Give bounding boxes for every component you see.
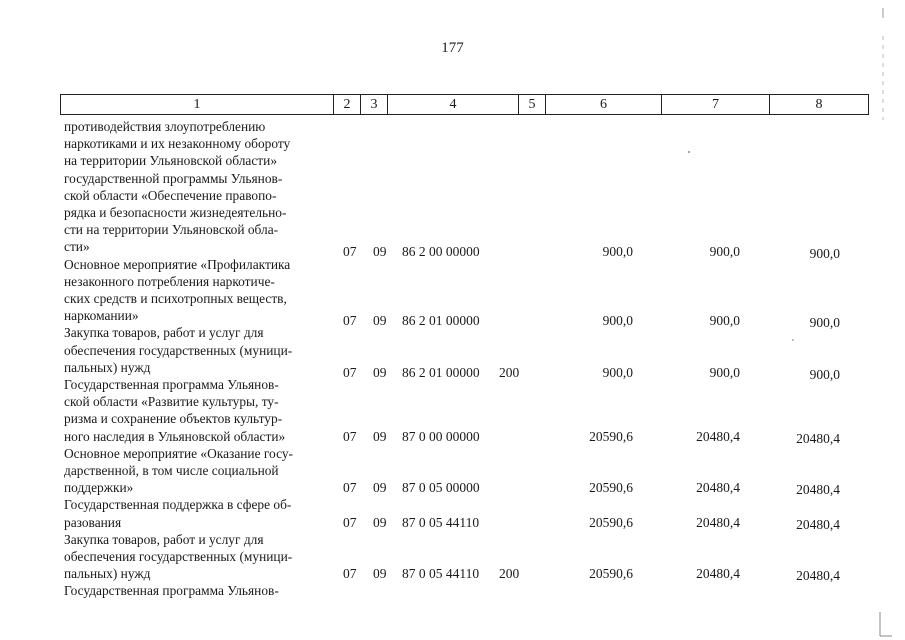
row-csr: 87 0 05 44110 [402, 514, 480, 530]
row-description: Закупка товаров, работ и услуг для обеспечения государственных (муници- пальных) нужд [64, 325, 293, 375]
col-header-2: 2 [334, 95, 361, 115]
col-header-5: 5 [519, 95, 546, 115]
row-rz: 07 [343, 566, 357, 582]
row-value-2024: 900,0 [709, 244, 740, 260]
col-header-4: 4 [388, 95, 519, 115]
row-value-2025: 20480,4 [796, 568, 840, 584]
row-value-2025: 900,0 [809, 246, 840, 262]
row-pr: 09 [373, 428, 387, 444]
row-rz: 07 [343, 514, 357, 530]
col-header-8: 8 [770, 95, 869, 115]
row-value-2025: 20480,4 [796, 516, 840, 532]
row-value-2024: 900,0 [709, 364, 740, 380]
row-value-2023: 20590,6 [589, 428, 633, 444]
table-row [64, 445, 854, 497]
row-csr: 87 0 00 00000 [402, 428, 480, 444]
table-row [64, 376, 854, 445]
row-value-2023: 900,0 [602, 244, 633, 260]
table-row [64, 256, 854, 331]
table-row [64, 324, 854, 382]
row-rz: 07 [343, 480, 357, 496]
table-header [60, 94, 869, 115]
row-rz: 07 [343, 364, 357, 380]
row-value-2025: 20480,4 [796, 482, 840, 498]
row-value-2023: 20590,6 [589, 566, 633, 582]
row-value-2025: 20480,4 [796, 430, 840, 446]
row-value-2024: 20480,4 [696, 428, 740, 444]
row-value-2024: 20480,4 [696, 566, 740, 582]
row-pr: 09 [373, 244, 387, 260]
row-description: Основное мероприятие «Оказание госу- дарственной, в том числе социальной поддержки» [64, 445, 293, 496]
row-pr: 09 [373, 566, 387, 582]
row-description: Закупка товаров, работ и услуг для обеспечения государственных (муници- пальных) нужд [64, 531, 293, 582]
row-description: Государственная поддержка в сфере об- разования [64, 497, 292, 530]
row-csr: 87 0 05 44110 [402, 566, 480, 582]
row-value-2024: 900,0 [709, 313, 740, 329]
col-header-1: 1 [61, 95, 334, 115]
row-value-2023: 900,0 [602, 364, 633, 380]
row-description: Государственная программа Ульянов- ской области «Развитие культуры, ту- ризма и сохранение объектов культур- ного наследия в Ульяновской области» [64, 377, 286, 444]
row-csr: 86 2 00 00000 [402, 244, 480, 260]
col-header-3: 3 [361, 95, 388, 115]
row-vr: 200 [499, 364, 520, 380]
row-description: Основное мероприятие «Профилактика незаконного потребления наркотиче- ских средств и психотропных веществ, наркомании» [64, 256, 291, 324]
col-header-6: 6 [546, 95, 662, 115]
table-row [64, 582, 854, 599]
row-csr: 86 2 01 00000 [402, 364, 480, 380]
row-csr: 87 0 05 00000 [402, 480, 480, 496]
table-row [64, 496, 854, 530]
row-csr: 86 2 01 00000 [402, 313, 480, 329]
row-pr: 09 [373, 364, 387, 380]
table-row [64, 531, 854, 583]
table-body [64, 118, 854, 600]
row-value-2024: 20480,4 [696, 514, 740, 530]
col-header-7: 7 [662, 95, 770, 115]
row-value-2025: 900,0 [809, 366, 840, 382]
row-value-2024: 20480,4 [696, 480, 740, 496]
row-vr: 200 [499, 566, 520, 582]
page-number: 177 [441, 40, 464, 56]
row-description: Государственная программа Ульянов- [64, 583, 279, 599]
row-pr: 09 [373, 480, 387, 496]
row-value-2023: 20590,6 [589, 480, 633, 496]
row-value-2025: 900,0 [809, 315, 840, 331]
row-value-2023: 20590,6 [589, 514, 633, 530]
table-row [64, 118, 854, 262]
row-rz: 07 [343, 244, 357, 260]
row-pr: 09 [373, 514, 387, 530]
row-rz: 07 [343, 313, 357, 329]
row-value-2023: 900,0 [602, 313, 633, 329]
row-pr: 09 [373, 313, 387, 329]
row-description: противодействия злоупотреблению наркотиками и их незаконному обороту на территории Ульяновской области» государственной программы Ульянов- ской области «Обеспечение правопо- рядка и безопасности жизнедеятельно- сти на территории Ульяновской обла- сти» [64, 119, 291, 255]
row-rz: 07 [343, 428, 357, 444]
